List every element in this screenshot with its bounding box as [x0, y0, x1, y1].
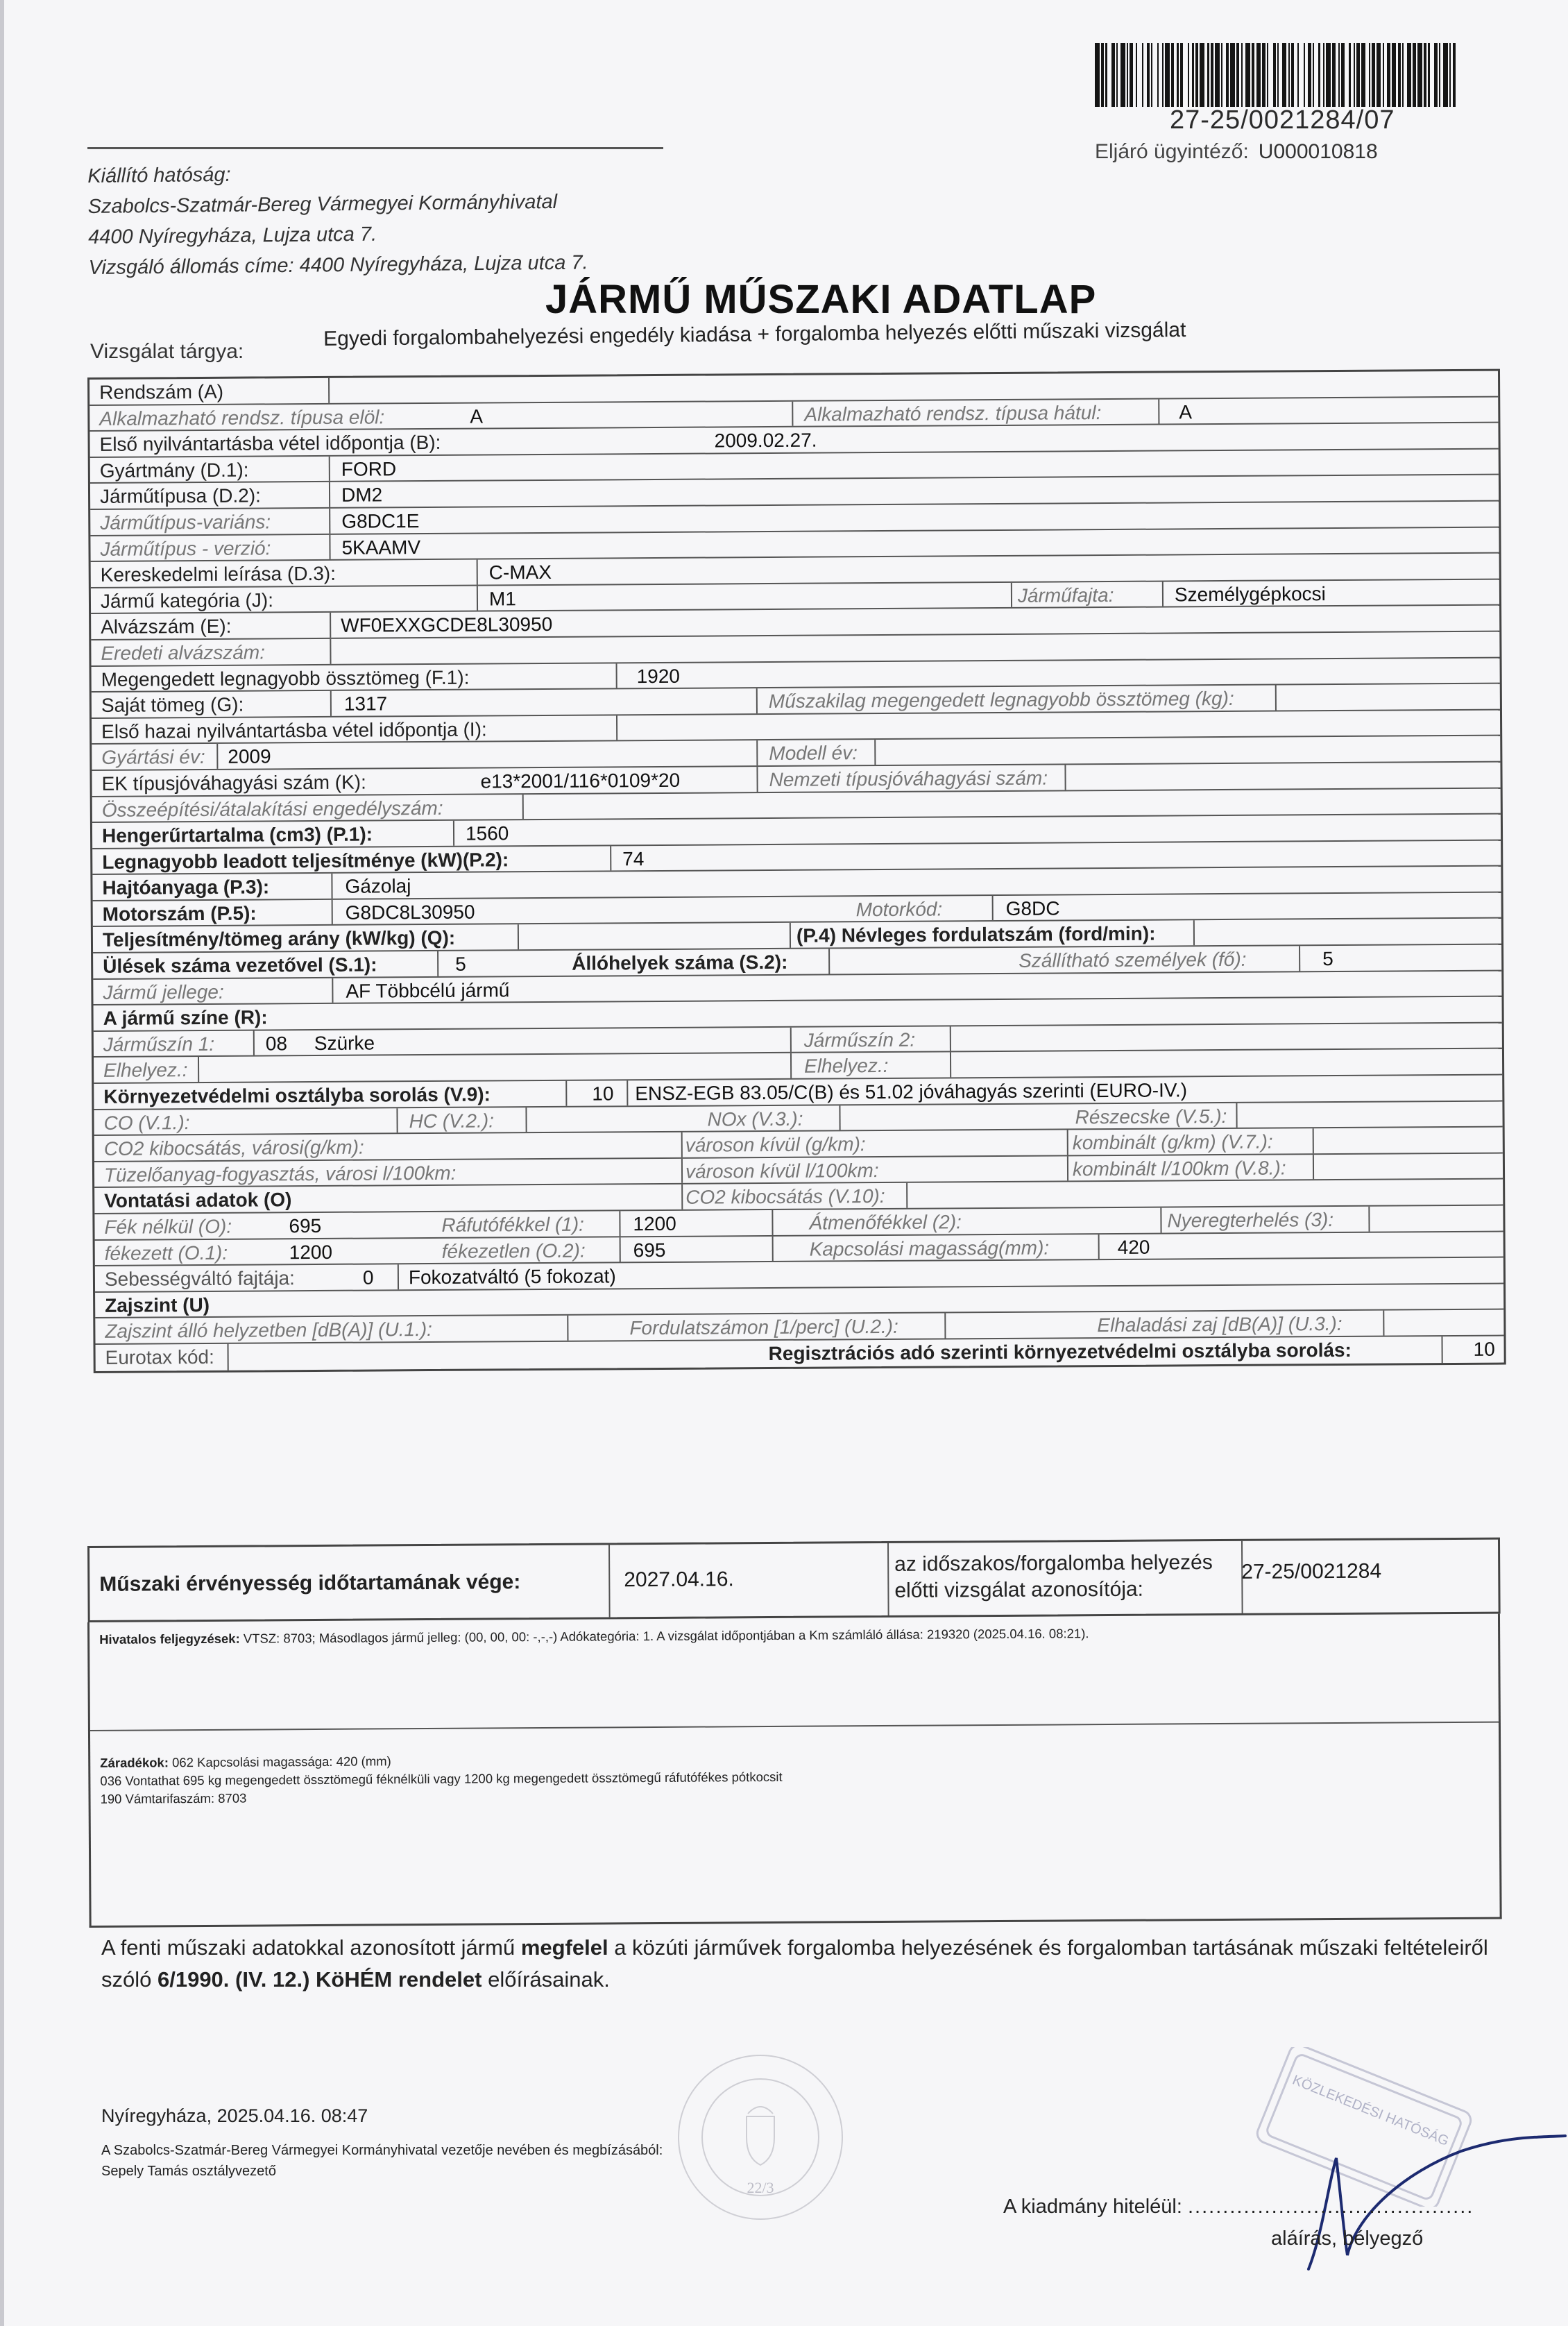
kind-value: Személygépkocsi: [1174, 582, 1326, 606]
gearbox-label: Sebességváltó fajtája:: [104, 1267, 295, 1291]
commercial-label: Kereskedelmi leírása (D.3):: [100, 562, 336, 586]
braked-value: 1200: [289, 1241, 333, 1263]
place2-label: Elhelyez.:: [803, 1055, 889, 1078]
remarks-box: [87, 1614, 1502, 1928]
env-label: Környezetvédelmi osztályba sorolás (V.9):: [103, 1083, 491, 1107]
eurotax-label: Eurotax kód:: [105, 1345, 214, 1368]
barcode-bar: [1299, 43, 1304, 107]
subject-label: Vizsgálat tárgya:: [90, 340, 244, 363]
first-reg-label: Első nyilvántartásba vétel időpontja (B):: [99, 432, 441, 456]
barcode-bar: [1314, 43, 1319, 107]
signature-icon: [1281, 2096, 1568, 2290]
issuer-address: 4400 Nyíregyháza, Lujza utca 7.: [87, 223, 377, 248]
barcode-bar: [1230, 43, 1235, 107]
seats-label: Ülések száma vezetővel (S.1):: [103, 953, 377, 977]
color1-code: 08: [265, 1033, 288, 1055]
displacement-label: Hengerűrtartalma (cm3) (P.1):: [101, 823, 373, 847]
auth-label: A kiadmány hiteléül:: [1003, 2196, 1182, 2218]
displacement-value: 1560: [465, 822, 509, 844]
braked-label: fékezett (O.1):: [104, 1241, 228, 1264]
nox-label: NOx (V.3.):: [707, 1107, 803, 1130]
commercial-value: C-MAX: [488, 561, 552, 584]
clause-3: 190 Vámtarifaszám: 8703: [100, 1790, 247, 1806]
clause-1: 062 Kapcsolási magassága: 420 (mm): [172, 1754, 391, 1770]
gearbox-value: Fokozatváltó (5 fokozat): [408, 1265, 616, 1289]
signer-line-1: A Szabolcs-Szatmár-Bereg Vármegyei Kormányhivatal vezetője nevében és megbízásából:: [101, 2143, 663, 2158]
power-label: Legnagyobb leadott teljesítménye (kW)(P.2):: [102, 848, 509, 873]
ek-value: e13*2001/116*0109*20: [480, 769, 681, 792]
engine-code-value: G8DC: [1005, 897, 1060, 919]
co2-out-label: városon kívül (g/km):: [685, 1133, 866, 1156]
barcode-bar: [1200, 43, 1204, 107]
barcode-bar: [1392, 43, 1397, 107]
barcode-bar: [1245, 43, 1250, 107]
max-mass-label: Megengedett legnagyobb össztömeg (F.1):: [101, 666, 470, 690]
through-label: Átmenőfékkel (2):: [809, 1211, 962, 1234]
kind-label: Járműfajta:: [1017, 584, 1114, 606]
engine-no-value: G8DC8L30950: [345, 901, 475, 924]
coupling-label: Kapcsolási magasság(mm):: [809, 1237, 1050, 1260]
seats-value: 5: [455, 953, 466, 975]
barcode-bar: [1430, 43, 1435, 107]
saddle-label: Nyeregterhelés (3):: [1167, 1209, 1334, 1232]
gearbox-code: 0: [362, 1266, 374, 1289]
co2-city-label: CO2 kibocsátás, városi(g/km):: [103, 1136, 364, 1160]
unbraked-value: 695: [289, 1214, 322, 1237]
assembly-label: Összeépítési/átalakítási engedélyszám:: [101, 797, 443, 821]
statement-bold-1: megfelel: [520, 1935, 608, 1960]
compliance-statement: [101, 1932, 1510, 1996]
national-label: Nemzeti típusjóváhagyási szám:: [769, 767, 1048, 790]
persons-label: Szállítható személyek (fő):: [1019, 948, 1247, 971]
statement-part-1: A fenti műszaki adatokkal azonosított jármű: [101, 1935, 521, 1960]
exam-label: [894, 1550, 1213, 1604]
noise-idle-label: Zajszint álló helyzetben [dB(A)] (U.1.):: [105, 1318, 432, 1343]
validity-label: Műszaki érvényesség időtartamának vége:: [99, 1570, 521, 1596]
persons-value: 5: [1322, 948, 1333, 970]
barcode-number: 27-25/0021284/07: [1170, 105, 1395, 135]
issuer-label: Kiállító hatóság:: [87, 163, 231, 187]
validity-value: 2027.04.16.: [624, 1568, 734, 1592]
barcode-bar: [1345, 43, 1349, 107]
fuel-comb-label: kombinált l/100km (V.8.):: [1072, 1157, 1286, 1180]
variant-value: G8DC1E: [341, 510, 420, 532]
type-value: DM2: [341, 484, 383, 507]
ratio-label: Teljesítmény/tömeg arány (kW/kg) (Q):: [102, 927, 456, 951]
barcode-bar: [1183, 43, 1188, 107]
overrun-label: Ráfutófékkel (1):: [441, 1213, 584, 1236]
own-mass-label: Saját tömeg (G):: [101, 693, 244, 717]
year-value: 2009: [228, 745, 271, 768]
noise-label: Zajszint (U): [105, 1293, 210, 1316]
official-remarks: [99, 1624, 1089, 1649]
regtax-label: Regisztrációs adó szerinti környezetvédelmi osztályba sorolás:: [768, 1339, 1352, 1364]
color1-label: Járműszín 1:: [103, 1033, 215, 1055]
category-value: M1: [488, 587, 516, 610]
barcode-bar: [1215, 43, 1220, 107]
signer-block: [101, 2140, 663, 2182]
barcode-bar: [1407, 43, 1412, 107]
authentication-line: [1003, 2196, 1474, 2218]
validity-box: [87, 1538, 1501, 1622]
place-date: Nyíregyháza, 2025.04.16. 08:47: [101, 2105, 368, 2126]
type-label: Járműtípusa (D.2):: [99, 484, 261, 508]
engine-code-label: Motorkód:: [855, 898, 943, 921]
unbraked2-value: 695: [633, 1239, 666, 1261]
issuer-station: Vizsgáló állomás címe: 4400 Nyíregyháza, Lujza utca 7.: [88, 251, 588, 279]
vehicle-data-table: [87, 369, 1506, 1373]
unbraked-label: Fék nélkül (O):: [104, 1215, 232, 1238]
particle-label: Részecske (V.5.):: [1075, 1105, 1227, 1128]
noise-pass-label: Elhaladási zaj [dB(A)] (U.3.):: [1097, 1313, 1343, 1336]
plate-front-label: Alkalmazható rendsz. típusa elöl:: [99, 405, 385, 430]
barcode: [1095, 43, 1460, 107]
year-label: Gyártási év:: [101, 746, 205, 769]
unbraked2-label: fékezetlen (O.2):: [441, 1239, 586, 1262]
co2-comb-label: kombinált (g/km) (V.7.):: [1072, 1130, 1273, 1154]
rpm-label: (P.4) Névleges fordulatszám (ford/min):: [796, 923, 1156, 947]
barcode-bar: [1107, 43, 1112, 107]
clauses: [100, 1750, 783, 1808]
issuer-divider: [87, 147, 663, 149]
seal-number: 22/3: [747, 2179, 774, 2196]
statement-bold-2: 6/1990. (IV. 12.) KöHÉM rendelet: [157, 1967, 482, 1992]
fuel-label: Hajtóanyaga (P.3):: [102, 876, 270, 899]
tech-max-mass-label: Műszakilag megengedett legnagyobb össztömeg (kg):: [768, 688, 1234, 713]
issuer-block: [87, 155, 588, 283]
co-label: CO (V.1.):: [103, 1111, 190, 1134]
exam-label-2: előtti vizsgálat azonosítója:: [894, 1577, 1144, 1602]
plate-front-value: A: [470, 405, 484, 427]
version-value: 5KAAMV: [341, 536, 421, 559]
barcode-bar: [1326, 43, 1331, 107]
clauses-label: Záradékok:: [100, 1755, 169, 1770]
document-title: JÁRMŰ MŰSZAKI ADATLAP: [545, 277, 1097, 322]
first-reg-value: 2009.02.27.: [714, 429, 817, 452]
max-mass-value: 1920: [636, 665, 681, 687]
round-seal-icon: [670, 2047, 851, 2227]
barcode-bar: [1120, 43, 1125, 107]
barcode-bar: [1095, 43, 1100, 107]
barcode-bar: [1152, 43, 1157, 107]
plate-rear-label: Alkalmazható rendsz. típusa hátul:: [804, 401, 1102, 425]
barcode-bar: [1361, 43, 1366, 107]
orig-vin-label: Eredeti alvázszám:: [101, 641, 266, 664]
barcode-bar: [1137, 43, 1142, 107]
color2-label: Járműszín 2:: [803, 1028, 916, 1051]
barcode-bar: [1453, 43, 1456, 107]
fuel-out-label: városon kívül l/100km:: [685, 1159, 879, 1182]
barcode-bar: [1165, 43, 1170, 107]
barcode-bar: [1443, 43, 1448, 107]
co2-v10-label: CO2 kibocsátás (V.10):: [685, 1185, 885, 1209]
place1-label: Elhelyez.:: [103, 1059, 188, 1082]
officer-line: [1095, 140, 1378, 164]
issuer-name: Szabolcs-Szatmár-Bereg Vármegyei Kormányhivatal: [87, 190, 558, 218]
officer-value: U000010818: [1258, 140, 1378, 163]
vin-label: Alvázszám (E):: [101, 616, 232, 638]
clause-2: 036 Vontathat 695 kg megengedett össztömegű féknélküli vagy 1200 kg megengedett össztömegű ráfutófékes pótkocsit: [100, 1769, 783, 1788]
exam-value: 27-25/0021284: [1241, 1559, 1382, 1584]
fuel-city-label: Tüzelőanyag-fogyasztás, városi l/100km:: [103, 1162, 457, 1186]
color1-value: Szürke: [314, 1032, 375, 1054]
statement-part-2: a közúti járművek forgalomba helyezésének és forgalomban tartásának műszaki feltételeiről szóló: [101, 1935, 1488, 1992]
barcode-bar: [1256, 43, 1261, 107]
subject-value: Egyedi forgalombahelyezési engedély kiadása + forgalomba helyezés előtti műszaki vizsgálat: [323, 318, 1186, 350]
variant-label: Járműtípus-variáns:: [100, 511, 271, 534]
signature-caption: aláírás, bélyegző: [1271, 2227, 1424, 2250]
plate-rear-value: A: [1179, 400, 1193, 423]
exam-label-1: az időszakos/forgalomba helyezés: [894, 1551, 1213, 1576]
signer-line-2: Sepely Tamás osztályvezető: [101, 2164, 276, 2179]
own-mass-value: 1317: [343, 693, 388, 715]
auth-dots: .........................................: [1188, 2196, 1474, 2218]
noise-rpm-label: Fordulatszámon [1/perc] (U.2.):: [629, 1316, 898, 1339]
env-code: 10: [592, 1083, 614, 1105]
first-hu-reg-label: Első hazai nyilvántartásba vétel időpontja (I):: [101, 718, 487, 742]
hc-label: HC (V.2.):: [409, 1110, 495, 1132]
statement-part-3: előírásainak.: [482, 1967, 610, 1992]
category-label: Jármű kategória (J):: [100, 589, 274, 612]
barcode-bar: [1282, 43, 1287, 107]
env-value: ENSZ-EGB 83.05/C(B) és 51.02 jóváhagyás szerinti (EURO-IV.): [635, 1079, 1188, 1105]
make-label: Gyártmány (D.1):: [99, 459, 249, 482]
color-label: A jármű színe (R):: [103, 1006, 268, 1030]
official-text: VTSZ: 8703; Másodlagos jármű jelleg: (00, 00, 00: -,-,-) Adókategória: 1. A vizsgálat időpontjában a Km számláló állása: 219320 (2025.04.16. 08:21).: [243, 1626, 1089, 1646]
version-label: Járműtípus - verzió:: [100, 536, 271, 560]
coupling-value: 420: [1117, 1236, 1150, 1258]
regtax-value: 10: [1473, 1338, 1495, 1360]
overrun-value: 1200: [633, 1212, 676, 1235]
barcode-bar: [1417, 43, 1422, 107]
standing-label: Állóhelyek száma (S.2):: [572, 951, 788, 974]
power-value: 74: [622, 847, 645, 869]
engine-no-label: Motorszám (P.5):: [102, 902, 257, 925]
ek-label: EK típusjóváhagyási szám (K):: [101, 771, 366, 795]
character-value: AF Többcélú jármű: [346, 978, 510, 1002]
make-value: FORD: [341, 458, 397, 480]
officer-label: Eljáró ügyintéző:: [1095, 140, 1249, 163]
towing-label: Vontatási adatok (O): [104, 1189, 292, 1212]
official-label: Hivatalos feljegyzések:: [99, 1631, 240, 1647]
barcode-bar: [1377, 43, 1381, 107]
model-year-label: Modell év:: [769, 742, 858, 765]
barcode-bar: [1268, 43, 1273, 107]
character-label: Jármű jellege:: [103, 981, 224, 1003]
reg-label: Rendszám (A): [99, 380, 224, 403]
stamp-text: KÖZLEKEDÉSI HATÓSÁG: [1290, 2072, 1451, 2150]
fuel-value: Gázolaj: [345, 875, 411, 898]
vin-value: WF0EXXGCDE8L30950: [341, 613, 553, 637]
